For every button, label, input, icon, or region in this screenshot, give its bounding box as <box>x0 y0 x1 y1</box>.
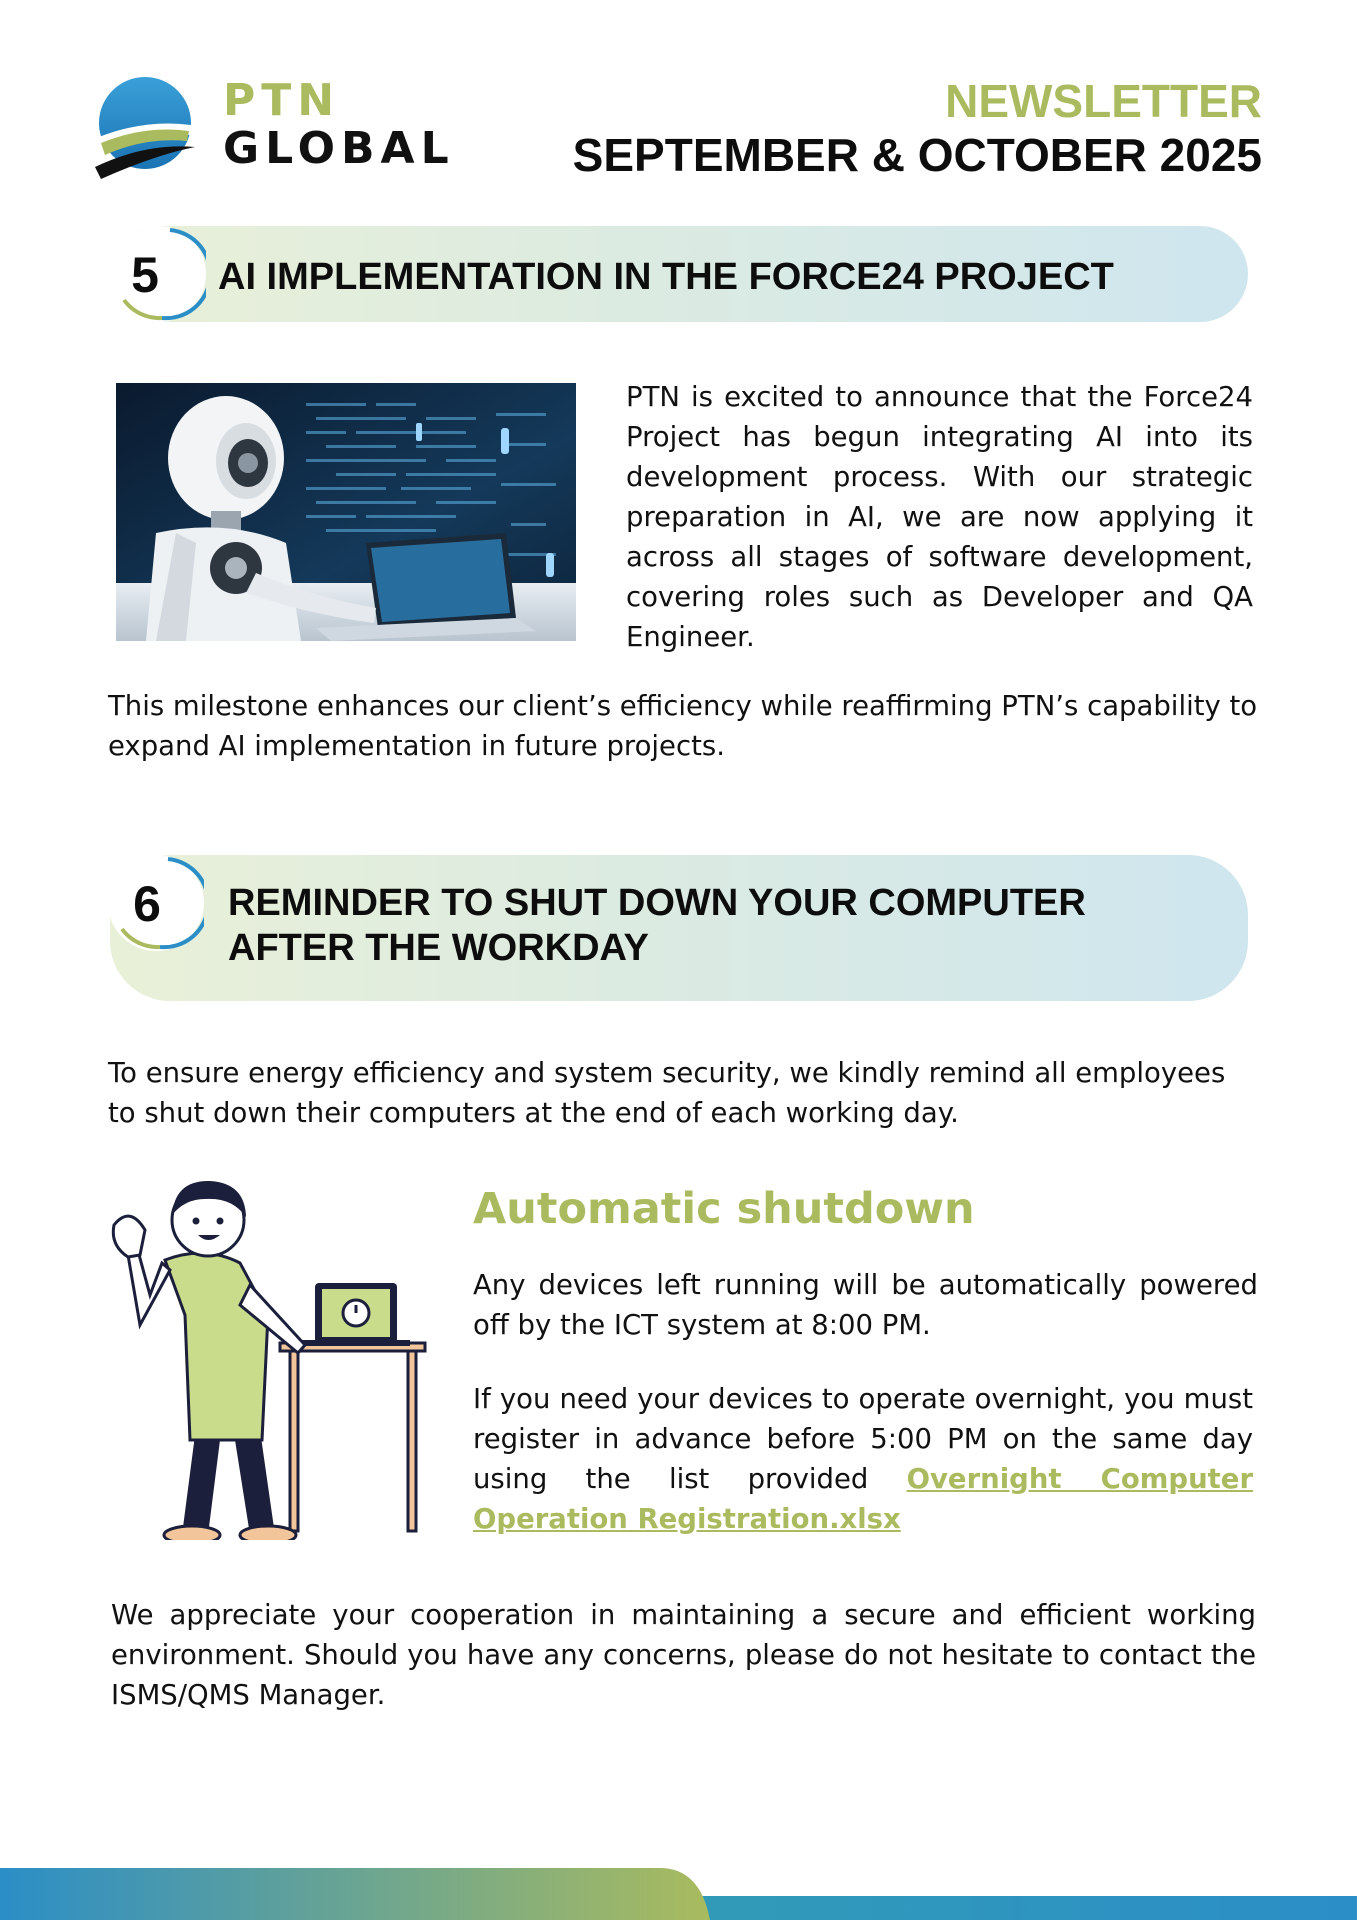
section-6-header <box>110 855 1248 1001</box>
robot-laptop-icon <box>116 383 576 641</box>
section-number: 5 <box>131 247 159 303</box>
footer-bar <box>0 1868 1357 1920</box>
newsletter-label: NEWSLETTER <box>945 75 1262 127</box>
globe-logo-icon <box>95 75 195 185</box>
auto-shutdown-text: Any devices left running will be automatically powered off by the ICT system at 8:00 PM. <box>473 1269 1258 1341</box>
section-5-milestone: This milestone enhances our client’s efficiency while reaffirming PTN’s capability to expand AI implementation in future projects. <box>108 690 1258 762</box>
section-5-intro: PTN is excited to announce that the Force24 Project has begun integrating AI into its development process. With our strategic preparation in AI, we are now applying it across all stages of software development, covering roles such as Developer and QA Engineer. <box>626 381 1253 653</box>
section-number-badge <box>108 855 204 951</box>
logo-global-text: GLOBAL <box>223 123 455 174</box>
section-title-line1: REMINDER TO SHUT DOWN YOUR COMPUTER <box>228 882 1086 924</box>
person-waving-at-laptop-icon <box>100 1175 440 1540</box>
section-number: 6 <box>133 876 161 932</box>
closing-text: We appreciate your cooperation in maintaining a secure and efficient working environment. Should you have any concerns, please do not hesitate to contact the ISMS/QMS Manager. <box>111 1599 1256 1711</box>
robot-laptop-photo <box>116 383 576 641</box>
section-number-badge <box>110 226 206 322</box>
person-laptop-illustration <box>100 1175 440 1540</box>
automatic-shutdown-heading: Automatic shutdown <box>473 1184 975 1234</box>
ptn-global-logo <box>95 75 455 185</box>
overnight-text: If you need your devices to operate overnight, you must register in advance before 5:00 PM on the same day using the list provided <box>473 1383 1253 1495</box>
section-title-line2: AFTER THE WORKDAY <box>228 927 649 969</box>
logo-ptn-text: PTN <box>223 75 341 126</box>
overnight-registration-link[interactable]: Overnight Computer Operation Registration.xlsx <box>473 1463 1254 1535</box>
section-title: AI IMPLEMENTATION IN THE FORCE24 PROJECT <box>218 256 1114 298</box>
section-5-header <box>110 226 1248 322</box>
footer-wave-icon <box>0 1868 1357 1920</box>
section-6-intro: To ensure energy efficiency and system security, we kindly remind all employees to shut down their computers at the end of each working day. <box>108 1057 1226 1129</box>
overnight-registration-text <box>473 1379 1253 1539</box>
newsletter-date: SEPTEMBER & OCTOBER 2025 <box>572 129 1262 181</box>
